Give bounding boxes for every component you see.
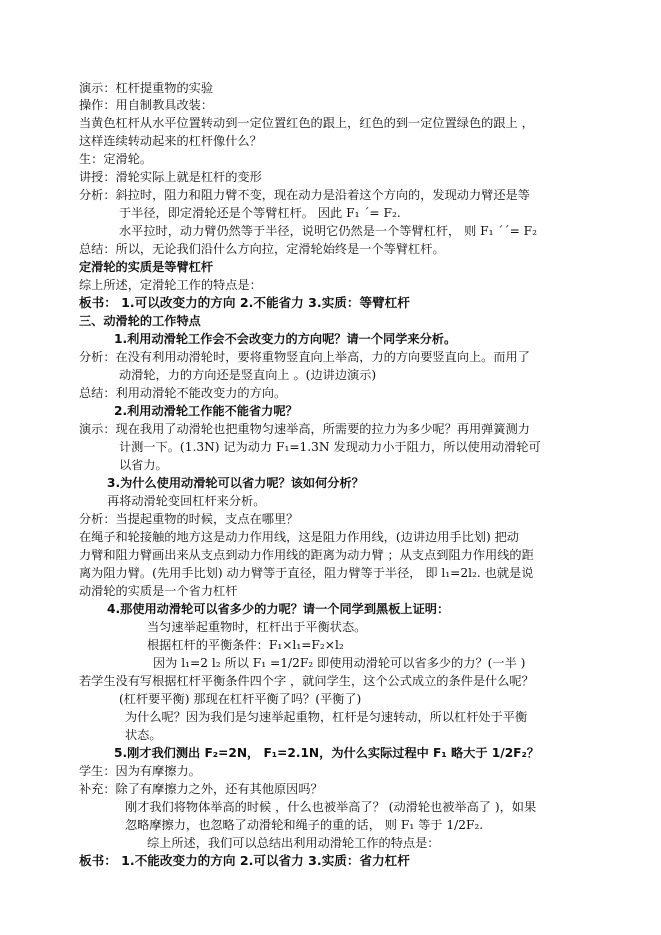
text-line: 总结：利用动滑轮不能改变力的方向。 — [79, 386, 287, 400]
text-line: 根据杠杆的平衡条件：F₁×l₁=F₂×l₂ — [147, 638, 344, 652]
text-line: 状态。 — [125, 728, 162, 742]
text-line: 当黄色杠杆从水平位置转动到一定位置红色的跟上，红色的到一定位置绿色的跟上 ， — [79, 116, 534, 130]
text-line: 水平拉时，动力臂仍然等于半径，说明它仍然是一个等臂杠杆， 则 F₁ ˊˊ= F₂ — [119, 224, 538, 238]
text-line: 以省力。 — [119, 458, 168, 472]
text-line: 动滑轮的实质是一个省力杠杆 — [79, 584, 238, 598]
text-line: 学生：因为有摩擦力。 — [79, 764, 201, 778]
text-line: 分析：当提起重物的时候，支点在哪里？ — [79, 512, 299, 526]
text-line: (杠杆要平衡) 那现在杠杆平衡了吗？(平衡了) — [119, 692, 362, 706]
text-line: 补充：除了有摩擦力之外，还有其他原因吗？ — [79, 782, 323, 796]
text-line: 生：定滑轮。 — [79, 152, 153, 166]
text-line: 当匀速举起重物时，杠杆出于平衡状态。 — [147, 620, 367, 634]
text-line: 若学生没有写根据杠杆平衡条件四个字 ，就问学生，这个公式成立的条件是什么呢？ — [79, 674, 534, 688]
text-line: 忽略摩擦力，也忽略了动滑轮和绳子的重的话， 则 F₁ 等于 1/2F₂. — [125, 818, 484, 832]
text-line: 因为 l₁=2 l₂ 所以 F₁ =1/2F₂ 即使用动滑轮可以省多少的力？(一半 ) — [153, 656, 526, 670]
question-heading: 5.刚才我们测出 F₂=2N， F₁=2.1N，为什么实际过程中 F₁ 略大于 1/2F₂？ — [114, 746, 540, 760]
text-line: 力臂和阻力臂画出来从支点到动力作用线的距离为动力臂 ；从支点到阻力作用线的距 — [79, 548, 534, 562]
text-line: 离为阻力臂。(先用手比划) 动力臂等于直径，阻力臂等于半径， 即 l₁=2l₂. 也就是说 — [79, 566, 534, 580]
blackboard-summary: 板书： 1.不能改变力的方向 2.可以省力 3.实质：省力杠杆 — [79, 853, 410, 868]
text-line: 演示：杠杆提重物的实验 — [79, 81, 214, 95]
text-line: 分析：在没有利用动滑轮时，要将重物竖直向上举高，力的方向要竖直向上。而用了 — [79, 350, 530, 364]
question-heading: 4.那使用动滑轮可以省多少的力呢？请一个同学到黑板上证明： — [107, 602, 450, 616]
text-line: 动滑轮，力的方向还是竖直向上 。(边讲边演示) — [119, 368, 377, 382]
text-line: 综上所述，我们可以总结出利用动滑轮工作的特点是： — [147, 836, 440, 850]
text-line: 于半径，即定滑轮还是个等臂杠杆。 因此 F₁ ˊ= F₂. — [119, 206, 401, 220]
text-line: 在绳子和轮接触的地方这是动力作用线，这是阻力作用线，(边讲边用手比划) 把动 — [79, 530, 519, 544]
text-line: 这样连续转动起来的杠杆像什么？ — [79, 134, 262, 148]
question-heading: 2.利用动滑轮工作能不能省力呢？ — [114, 404, 298, 418]
text-line: 综上所述，定滑轮工作的特点是： — [79, 278, 262, 292]
text-line: 计测一下。(1.3N) 记为动力 F₁=1.3N 发现动力小于阻力，所以使用动滑轮可 — [119, 440, 541, 454]
text-line: 分析：斜拉时，阻力和阻力臂不变，现在动力是沿着这个方向的，发现动力臂还是等 — [79, 188, 530, 202]
question-heading: 3.为什么使用动滑轮可以省力呢？该如何分析？ — [107, 476, 364, 490]
text-line: 为什么呢？因为我们是匀速举起重物，杠杆是匀速转动，所以杠杆处于平衡 — [125, 710, 528, 724]
section-heading: 三、动滑轮的工作特点 — [79, 314, 201, 328]
text-line: 总结：所以，无论我们沿什么方向拉，定滑轮始终是一个等臂杠杆。 — [79, 242, 445, 256]
text-line: 演示：现在我用了动滑轮也把重物匀速举高，所需要的拉力为多少呢？再用弹簧测力 — [79, 422, 530, 436]
blackboard-summary: 板书： 1.可以改变力的方向 2.不能省力 3.实质：等臂杠杆 — [79, 295, 410, 310]
section-heading: 定滑轮的实质是等臂杠杆 — [79, 260, 214, 274]
text-line: 再将动滑轮变回杠杆来分析。 — [107, 494, 266, 508]
text-line: 讲授：滑轮实际上就是杠杆的变形 — [79, 170, 262, 184]
text-line: 刚才我们将物体举高的时候 ，什么也被举高了？ (动滑轮也被举高了 )，如果 — [125, 800, 537, 814]
text-line: 操作：用自制教具改装： — [79, 98, 214, 112]
question-heading: 1.利用动滑轮工作会不会改变力的方向呢？请一个同学来分析。 — [114, 332, 457, 346]
